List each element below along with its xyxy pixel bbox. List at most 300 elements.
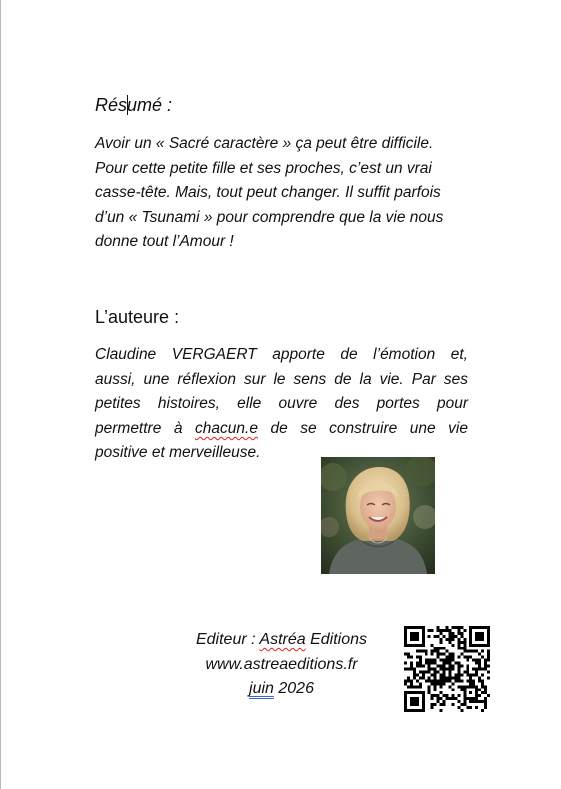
- qr-module: [469, 638, 472, 641]
- qr-module: [472, 626, 475, 629]
- qr-module: [416, 700, 419, 703]
- qr-module: [413, 673, 416, 676]
- qr-module: [463, 647, 466, 650]
- qr-module: [416, 632, 419, 635]
- qr-module: [463, 644, 466, 647]
- qr-module: [404, 706, 407, 709]
- qr-module: [419, 659, 422, 662]
- qr-module: [416, 638, 419, 641]
- qr-module: [457, 632, 460, 635]
- qr-module: [463, 650, 466, 653]
- qr-module: [437, 694, 440, 697]
- qr-module: [431, 668, 434, 671]
- qr-module: [448, 641, 451, 644]
- qr-module: [472, 650, 475, 653]
- qr-module: [431, 679, 434, 682]
- qr-module: [460, 653, 463, 656]
- resume-line: Avoir un « Sacré caractère » ça peut être difficile.: [95, 135, 434, 152]
- qr-module: [437, 647, 440, 650]
- qr-module: [413, 685, 416, 688]
- qr-module: [440, 679, 443, 682]
- qr-module: [469, 691, 472, 694]
- resume-line: casse-tête. Mais, tout peut changer. Il suffit parfois: [95, 184, 441, 202]
- qr-module: [475, 685, 478, 688]
- qr-module: [478, 659, 481, 662]
- qr-module: [434, 659, 437, 662]
- qr-module: [422, 650, 425, 653]
- qr-module: [407, 691, 410, 694]
- qr-module: [428, 688, 431, 691]
- author-line4-after: de se construire une vie: [257, 419, 468, 437]
- qr-module: [481, 700, 484, 703]
- qr-module: [404, 632, 407, 635]
- date-year: 2026: [273, 680, 314, 697]
- qr-module: [443, 670, 446, 673]
- page-left-edge: [0, 0, 1, 789]
- qr-module: [466, 673, 469, 676]
- qr-module: [443, 653, 446, 656]
- publisher-info: [175, 628, 388, 702]
- qr-module: [428, 635, 431, 638]
- qr-module: [463, 694, 466, 697]
- qr-module: [487, 638, 490, 641]
- resume-line: d’un « Tsunami » pour comprendre que la vie nous: [95, 208, 444, 226]
- qr-module: [434, 682, 437, 685]
- qr-module: [463, 641, 466, 644]
- qr-module: [469, 697, 472, 700]
- qr-module: [472, 659, 475, 662]
- qr-module: [460, 679, 463, 682]
- qr-module: [404, 653, 407, 656]
- qr-module: [475, 691, 478, 694]
- qr-module: [475, 706, 478, 709]
- qr-module: [463, 688, 466, 691]
- qr-module: [472, 644, 475, 647]
- qr-module: [404, 691, 407, 694]
- qr-module: [404, 682, 407, 685]
- qr-module: [475, 638, 478, 641]
- qr-module: [440, 709, 443, 712]
- qr-module: [469, 644, 472, 647]
- qr-module: [463, 670, 466, 673]
- qr-module: [407, 679, 410, 682]
- resume-line: Pour cette petite fille et ses proches, c’est un vrai: [95, 159, 432, 177]
- qr-module: [460, 673, 463, 676]
- qr-module: [443, 647, 446, 650]
- qr-module: [416, 650, 419, 653]
- qr-module: [448, 653, 451, 656]
- qr-module: [487, 629, 490, 632]
- qr-module: [440, 659, 443, 662]
- qr-module: [404, 668, 407, 671]
- qr-module: [440, 641, 443, 644]
- qr-module: [446, 626, 449, 629]
- qr-module: [422, 703, 425, 706]
- qr-module: [410, 697, 413, 700]
- qr-module: [404, 709, 407, 712]
- qr-code-icon: [404, 626, 490, 712]
- author-line: aussi, une réflexion sur le sens de la vie. Par ses: [95, 370, 468, 388]
- qr-module: [481, 638, 484, 641]
- qr-module: [443, 668, 446, 671]
- qr-module: [451, 659, 454, 662]
- qr-module: [431, 682, 434, 685]
- qr-module: [457, 656, 460, 659]
- qr-module: [481, 644, 484, 647]
- qr-module: [457, 694, 460, 697]
- qr-module: [448, 697, 451, 700]
- qr-module: [440, 682, 443, 685]
- qr-module: [463, 629, 466, 632]
- qr-module: [404, 635, 407, 638]
- qr-module: [457, 676, 460, 679]
- qr-module: [457, 662, 460, 665]
- qr-module: [416, 691, 419, 694]
- qr-module: [413, 700, 416, 703]
- qr-module: [466, 685, 469, 688]
- qr-module: [448, 656, 451, 659]
- qr-module: [454, 676, 457, 679]
- qr-module: [431, 653, 434, 656]
- qr-module: [422, 632, 425, 635]
- qr-module: [469, 676, 472, 679]
- portrait-illustration: [321, 457, 435, 574]
- qr-module: [407, 668, 410, 671]
- qr-module: [437, 670, 440, 673]
- qr-module: [404, 694, 407, 697]
- qr-module: [422, 691, 425, 694]
- qr-module: [425, 650, 428, 653]
- qr-module: [484, 685, 487, 688]
- qr-module: [472, 673, 475, 676]
- qr-module: [448, 670, 451, 673]
- qr-module: [431, 650, 434, 653]
- qr-module: [484, 700, 487, 703]
- qr-module: [475, 626, 478, 629]
- author-portrait-photo: [321, 457, 435, 574]
- qr-module: [428, 629, 431, 632]
- qr-module: [437, 656, 440, 659]
- qr-module: [481, 691, 484, 694]
- qr-module: [478, 694, 481, 697]
- author-paragraph: [95, 343, 468, 466]
- resume-heading-part2: umé :: [127, 95, 173, 115]
- qr-module: [469, 632, 472, 635]
- qr-module: [463, 656, 466, 659]
- qr-module: [437, 682, 440, 685]
- qr-module: [410, 679, 413, 682]
- qr-module: [422, 706, 425, 709]
- qr-module: [416, 673, 419, 676]
- qr-module: [446, 668, 449, 671]
- qr-module: [460, 626, 463, 629]
- qr-module: [437, 650, 440, 653]
- author-line: [95, 417, 468, 442]
- qr-module: [451, 632, 454, 635]
- qr-module: [472, 682, 475, 685]
- qr-module: [428, 676, 431, 679]
- qr-module: [463, 697, 466, 700]
- qr-module: [448, 685, 451, 688]
- qr-module: [440, 697, 443, 700]
- qr-module: [448, 679, 451, 682]
- qr-module: [446, 697, 449, 700]
- qr-module: [434, 703, 437, 706]
- qr-module: [437, 629, 440, 632]
- qr-module: [457, 685, 460, 688]
- qr-module: [431, 659, 434, 662]
- qr-module: [410, 626, 413, 629]
- qr-module: [475, 644, 478, 647]
- qr-module: [440, 685, 443, 688]
- resume-line: donne tout l’Amour !: [95, 233, 234, 251]
- spellcheck-word-chacun[interactable]: chacun.e: [195, 419, 258, 437]
- qr-module: [413, 703, 416, 706]
- qr-module: [440, 653, 443, 656]
- qr-module: [419, 662, 422, 665]
- qr-module: [478, 662, 481, 665]
- qr-module: [454, 673, 457, 676]
- qr-module: [443, 673, 446, 676]
- qr-module: [475, 670, 478, 673]
- qr-module: [478, 679, 481, 682]
- qr-module: [434, 685, 437, 688]
- qr-module: [413, 632, 416, 635]
- qr-module: [440, 665, 443, 668]
- qr-module: [416, 709, 419, 712]
- qr-module: [422, 676, 425, 679]
- qr-module: [487, 670, 490, 673]
- qr-module: [481, 668, 484, 671]
- qr-module: [481, 709, 484, 712]
- qr-module: [422, 635, 425, 638]
- qr-module: [431, 629, 434, 632]
- qr-module: [422, 638, 425, 641]
- qr-module: [451, 682, 454, 685]
- editor-suffix: Editions: [305, 631, 368, 648]
- author-line: Claudine VERGAERT apporte de l’émotion et,: [95, 346, 468, 363]
- qr-module: [475, 662, 478, 665]
- qr-module: [475, 688, 478, 691]
- qr-module: [448, 632, 451, 635]
- qr-module: [428, 691, 431, 694]
- qr-module: [481, 656, 484, 659]
- qr-module: [451, 638, 454, 641]
- qr-module: [487, 641, 490, 644]
- editor-prefix: Editeur :: [195, 631, 260, 648]
- qr-module: [478, 700, 481, 703]
- qr-module: [437, 665, 440, 668]
- qr-module: [416, 644, 419, 647]
- qr-module: [487, 659, 490, 662]
- qr-module: [419, 626, 422, 629]
- qr-module: [425, 659, 428, 662]
- qr-module: [448, 629, 451, 632]
- qr-module: [460, 685, 463, 688]
- qr-module: [478, 653, 481, 656]
- qr-module: [437, 653, 440, 656]
- qr-module: [434, 650, 437, 653]
- qr-module: [410, 691, 413, 694]
- qr-module: [413, 676, 416, 679]
- qr-module: [419, 670, 422, 673]
- qr-module: [446, 656, 449, 659]
- qr-module: [404, 662, 407, 665]
- qr-module: [484, 703, 487, 706]
- qr-module: [413, 691, 416, 694]
- qr-module: [460, 688, 463, 691]
- qr-module: [446, 676, 449, 679]
- qr-module: [487, 676, 490, 679]
- qr-module: [451, 635, 454, 638]
- qr-module: [419, 676, 422, 679]
- qr-module: [422, 700, 425, 703]
- qr-module: [407, 676, 410, 679]
- qr-module: [475, 668, 478, 671]
- qr-module: [428, 662, 431, 665]
- qr-module: [419, 709, 422, 712]
- qr-module: [484, 668, 487, 671]
- grammar-word-juin[interactable]: juin: [249, 680, 274, 697]
- qr-module: [443, 682, 446, 685]
- qr-module: [440, 668, 443, 671]
- qr-module: [413, 670, 416, 673]
- qr-module: [446, 638, 449, 641]
- qr-module: [413, 644, 416, 647]
- qr-module: [425, 670, 428, 673]
- qr-module: [466, 665, 469, 668]
- qr-module: [484, 688, 487, 691]
- editor-line: [175, 628, 388, 653]
- qr-module: [422, 629, 425, 632]
- qr-module: [422, 644, 425, 647]
- qr-module: [481, 626, 484, 629]
- date-line: [175, 677, 388, 702]
- qr-module: [431, 697, 434, 700]
- qr-module: [416, 665, 419, 668]
- qr-module: [410, 644, 413, 647]
- qr-module: [419, 644, 422, 647]
- qr-module: [469, 673, 472, 676]
- qr-module: [487, 656, 490, 659]
- qr-module: [460, 641, 463, 644]
- qr-module: [404, 700, 407, 703]
- qr-module: [434, 647, 437, 650]
- qr-module: [410, 668, 413, 671]
- qr-module: [446, 659, 449, 662]
- qr-module: [487, 635, 490, 638]
- spellcheck-word-astrea[interactable]: Astréa: [259, 631, 306, 648]
- qr-module: [460, 709, 463, 712]
- qr-module: [448, 662, 451, 665]
- qr-module: [410, 709, 413, 712]
- qr-module: [443, 665, 446, 668]
- qr-module: [469, 685, 472, 688]
- qr-module: [457, 641, 460, 644]
- qr-module: [416, 626, 419, 629]
- qr-module: [443, 629, 446, 632]
- qr-module: [416, 685, 419, 688]
- qr-module: [419, 665, 422, 668]
- qr-module: [446, 629, 449, 632]
- qr-module: [404, 697, 407, 700]
- qr-module: [487, 694, 490, 697]
- qr-module: [404, 679, 407, 682]
- qr-module: [457, 706, 460, 709]
- qr-module: [407, 653, 410, 656]
- qr-module: [434, 635, 437, 638]
- qr-module: [466, 668, 469, 671]
- resume-paragraph: [95, 132, 468, 255]
- qr-module: [440, 703, 443, 706]
- qr-module: [454, 635, 457, 638]
- qr-module: [407, 626, 410, 629]
- qr-module: [431, 644, 434, 647]
- qr-module: [457, 626, 460, 629]
- qr-module: [419, 650, 422, 653]
- qr-module: [434, 670, 437, 673]
- qr-module: [422, 673, 425, 676]
- qr-module: [422, 709, 425, 712]
- qr-module: [431, 673, 434, 676]
- qr-module: [431, 694, 434, 697]
- qr-module: [457, 679, 460, 682]
- qr-module: [422, 694, 425, 697]
- qr-module: [422, 626, 425, 629]
- qr-module: [434, 676, 437, 679]
- qr-module: [422, 670, 425, 673]
- qr-module: [472, 679, 475, 682]
- qr-module: [457, 665, 460, 668]
- qr-module: [475, 650, 478, 653]
- qr-module: [457, 638, 460, 641]
- qr-module: [443, 635, 446, 638]
- qr-module: [457, 644, 460, 647]
- qr-module: [457, 647, 460, 650]
- qr-module: [463, 638, 466, 641]
- qr-module: [454, 679, 457, 682]
- qr-module: [475, 697, 478, 700]
- qr-module: [443, 694, 446, 697]
- qr-module: [431, 703, 434, 706]
- qr-module: [410, 635, 413, 638]
- qr-module: [478, 665, 481, 668]
- qr-module: [425, 662, 428, 665]
- qr-module: [466, 656, 469, 659]
- qr-module: [469, 679, 472, 682]
- qr-module: [448, 676, 451, 679]
- qr-module: [481, 685, 484, 688]
- qr-module: [469, 700, 472, 703]
- qr-module: [451, 688, 454, 691]
- qr-module: [407, 656, 410, 659]
- qr-module: [472, 697, 475, 700]
- qr-module: [404, 703, 407, 706]
- qr-module: [457, 629, 460, 632]
- qr-module: [437, 700, 440, 703]
- qr-module: [484, 665, 487, 668]
- qr-module: [451, 676, 454, 679]
- qr-module: [437, 697, 440, 700]
- qr-module: [437, 635, 440, 638]
- qr-module: [413, 635, 416, 638]
- qr-module: [419, 656, 422, 659]
- qr-module: [484, 626, 487, 629]
- qr-module: [463, 691, 466, 694]
- qr-module: [428, 670, 431, 673]
- qr-module: [466, 697, 469, 700]
- qr-module: [451, 644, 454, 647]
